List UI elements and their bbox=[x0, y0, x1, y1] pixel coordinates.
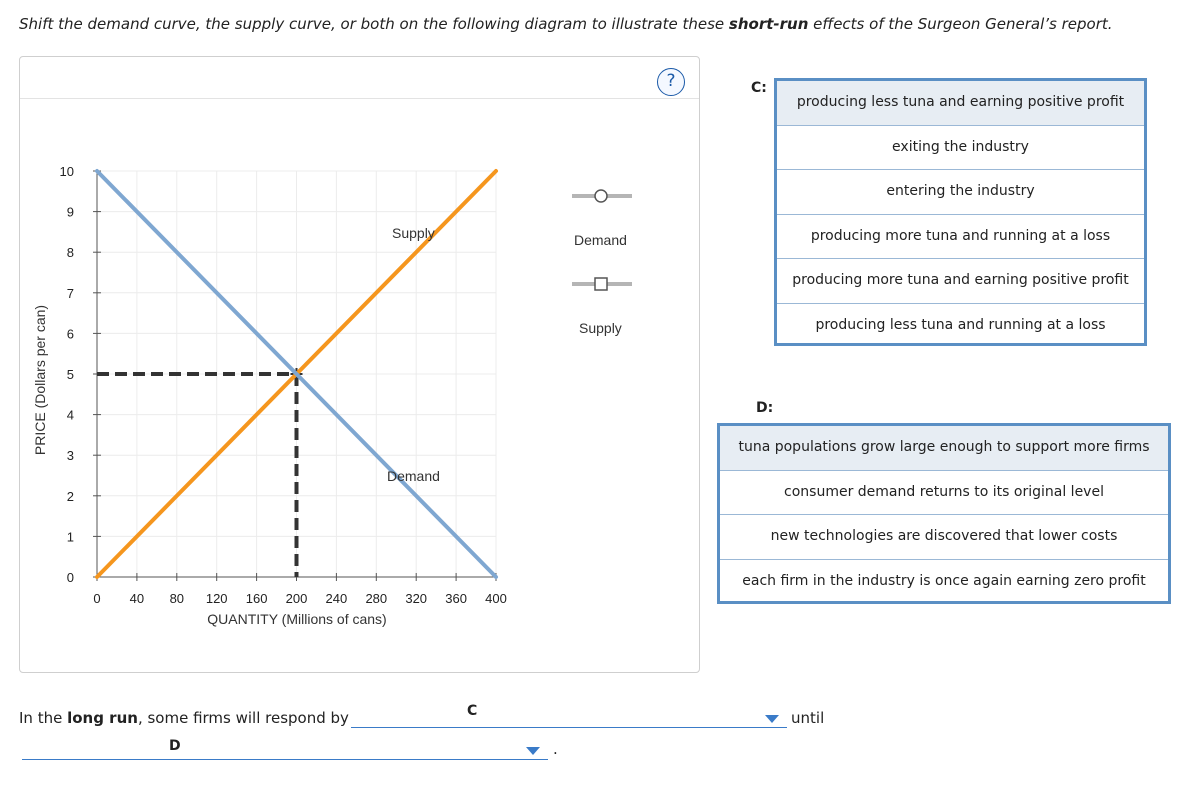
x-axis-label: QUANTITY (Millions of cans) bbox=[207, 611, 387, 627]
box-d-option[interactable]: tuna populations grow large enough to support more firms bbox=[720, 426, 1168, 471]
box-c-option[interactable]: entering the industry bbox=[777, 170, 1144, 215]
choice-list-d bbox=[717, 423, 1171, 604]
x-tick-label: 400 bbox=[485, 591, 507, 606]
x-tick-label: 40 bbox=[129, 591, 145, 606]
chevron-down-icon bbox=[765, 715, 779, 723]
x-tick-label: 320 bbox=[405, 591, 428, 606]
y-axis-label: PRICE (Dollars per can) bbox=[32, 304, 48, 456]
x-tick-label: 0 bbox=[93, 591, 101, 606]
x-tick-label: 280 bbox=[365, 591, 388, 606]
x-tick-label: 360 bbox=[445, 591, 467, 606]
y-tick-label: 0 bbox=[66, 570, 74, 585]
box-c-option[interactable]: producing more tuna and earning positive profit bbox=[777, 259, 1144, 304]
dropdown-c[interactable] bbox=[351, 705, 787, 728]
y-tick-label: 9 bbox=[66, 204, 74, 220]
box-c-option[interactable]: producing less tuna and earning positive profit bbox=[777, 81, 1144, 126]
y-tick-label: 6 bbox=[66, 326, 74, 342]
box-d-option[interactable]: consumer demand returns to its original level bbox=[720, 471, 1168, 516]
dropdown-c-value: C bbox=[467, 703, 478, 719]
demand-tool-circle-icon bbox=[595, 190, 607, 202]
supply-tool-label: Supply bbox=[579, 320, 622, 336]
demand-tool-label: Demand bbox=[574, 232, 627, 248]
y-tick-label: 10 bbox=[59, 164, 74, 179]
instruction-text: Shift the demand curve, the supply curve, or both on the following diagram to illustrate these short-run effects of the Surgeon General’s report. bbox=[19, 15, 1113, 33]
supply-curve-label: Supply bbox=[392, 225, 435, 241]
x-tick-label: 80 bbox=[169, 591, 185, 606]
y-tick-label: 4 bbox=[66, 407, 74, 423]
demand-curve-label: Demand bbox=[387, 468, 440, 484]
box-c-option[interactable]: producing more tuna and running at a loss bbox=[777, 215, 1144, 260]
y-tick-label: 3 bbox=[66, 448, 74, 464]
box-c-option[interactable]: exiting the industry bbox=[777, 126, 1144, 171]
long-run-sentence: In the long run, some firms will respond by bbox=[19, 709, 349, 727]
box-d-option[interactable]: new technologies are discovered that lower costs bbox=[720, 515, 1168, 560]
box-d-label: D: bbox=[756, 400, 774, 416]
y-tick-label: 7 bbox=[66, 285, 74, 301]
box-c-option[interactable]: producing less tuna and running at a loss bbox=[815, 316, 1106, 333]
help-icon[interactable]: ? bbox=[657, 68, 685, 96]
y-tick-label: 8 bbox=[66, 245, 74, 261]
until-text: until bbox=[791, 709, 825, 727]
box-d-option[interactable]: each firm in the industry is once again earning zero profit bbox=[742, 572, 1146, 589]
box-c-label: C: bbox=[751, 80, 767, 96]
y-tick-label: 5 bbox=[66, 367, 74, 382]
y-tick-label: 2 bbox=[66, 488, 74, 504]
demand-tool[interactable] bbox=[572, 190, 632, 202]
supply-tool[interactable] bbox=[572, 278, 632, 290]
choice-list-c bbox=[774, 78, 1147, 346]
dropdown-d-value: D bbox=[169, 738, 181, 754]
x-tick-label: 160 bbox=[245, 591, 268, 606]
chevron-down-icon bbox=[526, 747, 540, 755]
x-tick-label: 240 bbox=[325, 591, 348, 606]
y-tick-label: 1 bbox=[66, 529, 74, 545]
supply-tool-square-icon bbox=[595, 278, 607, 290]
sentence-period: . bbox=[553, 740, 558, 758]
x-tick-label: 200 bbox=[285, 591, 308, 606]
dropdown-d[interactable] bbox=[22, 737, 548, 760]
x-tick-label: 120 bbox=[205, 591, 228, 606]
